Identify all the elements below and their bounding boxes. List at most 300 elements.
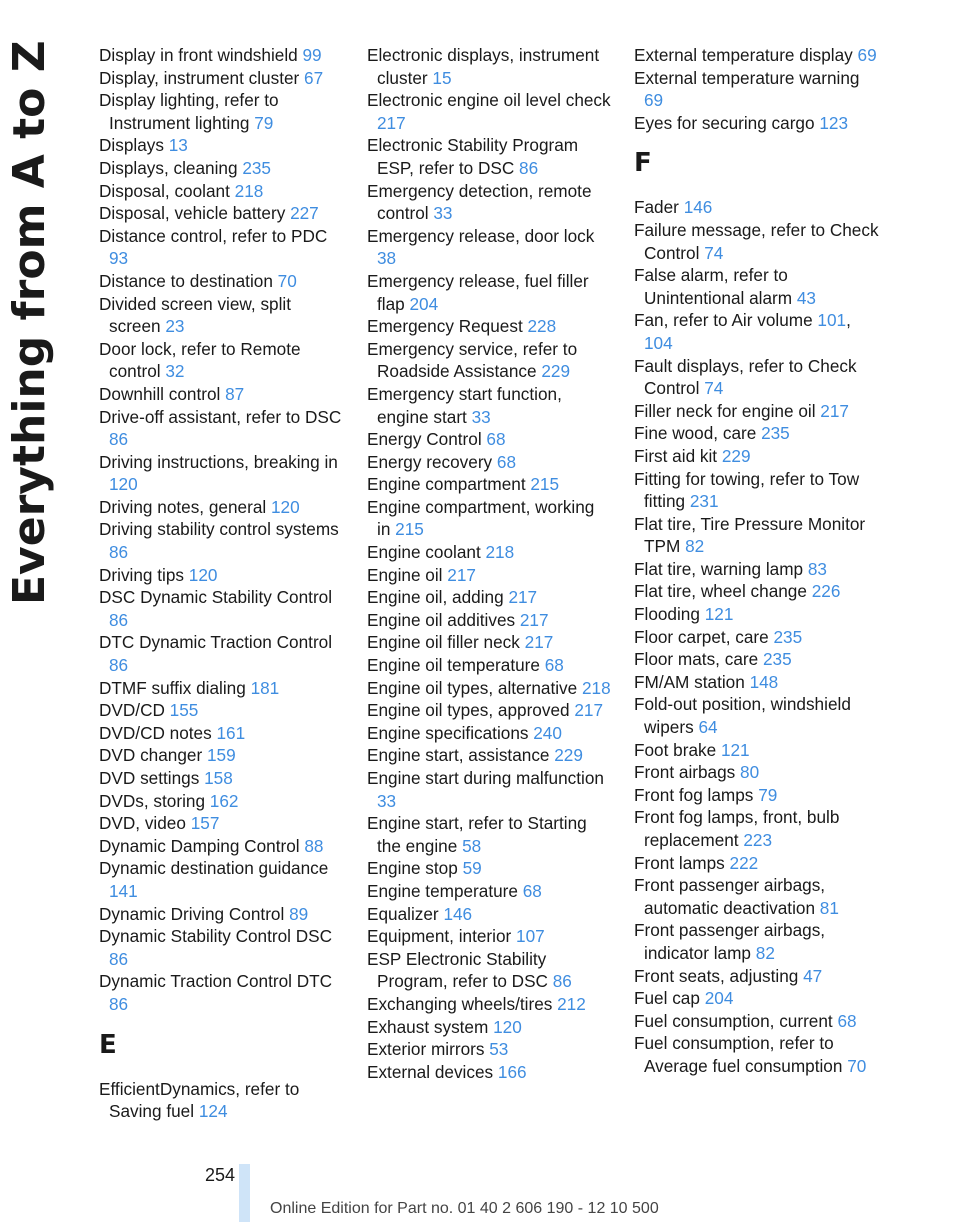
index-page-link[interactable]: 104 bbox=[644, 332, 673, 353]
index-entry-term: Engine oil temperature bbox=[367, 655, 545, 676]
index-entry bbox=[367, 338, 612, 383]
index-page-link[interactable]: 68 bbox=[486, 429, 506, 450]
footer-accent-bar bbox=[239, 1164, 250, 1222]
index-entry bbox=[634, 1010, 879, 1033]
index-entry bbox=[367, 383, 612, 428]
index-entry-term: DTMF suffix dialing bbox=[99, 677, 251, 698]
index-entry bbox=[634, 400, 879, 423]
index-entry bbox=[99, 722, 344, 745]
index-entry bbox=[367, 428, 612, 451]
index-entry bbox=[367, 1061, 612, 1084]
index-entry bbox=[634, 626, 879, 649]
index-page-link[interactable]: 68 bbox=[544, 655, 564, 676]
index-entry-term: Display in front windshield bbox=[99, 45, 303, 65]
index-entry-term: Engine oil types, alternative bbox=[367, 677, 582, 698]
index-entry-term: First aid kit bbox=[634, 445, 722, 466]
index-page-link[interactable]: 47 bbox=[803, 965, 823, 986]
index-page-link[interactable]: 231 bbox=[689, 491, 719, 512]
index-entry bbox=[99, 89, 344, 134]
index-entry bbox=[99, 157, 344, 180]
index-entry bbox=[367, 699, 612, 722]
index-entry bbox=[367, 677, 612, 700]
index-entry bbox=[99, 586, 344, 631]
index-page-link[interactable]: 222 bbox=[729, 852, 759, 873]
index-entry-term: Energy recovery bbox=[367, 451, 497, 472]
index-entry-term: Flat tire, Tire Pressure Monitor TPM bbox=[634, 513, 866, 557]
index-page-link[interactable]: 23 bbox=[165, 316, 185, 337]
index-page-link[interactable]: 81 bbox=[819, 897, 839, 918]
index-entry bbox=[99, 496, 344, 519]
index-entry-term: Fuel cap bbox=[634, 988, 705, 1009]
index-page-link[interactable]: 86 bbox=[519, 157, 539, 178]
index-page-link[interactable]: 89 bbox=[289, 903, 309, 924]
index-entry bbox=[634, 1032, 879, 1077]
index-page-link[interactable]: 67 bbox=[304, 67, 324, 88]
index-page-link[interactable]: 68 bbox=[837, 1010, 857, 1031]
index-entry-term: Electronic Stability Program ESP, refer to DSC bbox=[367, 135, 579, 178]
index-entry bbox=[634, 580, 879, 603]
index-page-link[interactable]: 218 bbox=[234, 180, 264, 201]
index-entry-term: Displays bbox=[99, 135, 169, 156]
index-entry bbox=[634, 806, 879, 851]
index-entry-term: Display lighting, refer to Instrument lighting bbox=[99, 90, 279, 133]
index-entry-term: Engine start, refer to Starting the engine bbox=[367, 813, 587, 856]
index-entry-term: Emergency service, refer to Roadside Assistance bbox=[367, 338, 578, 382]
index-entry bbox=[99, 180, 344, 203]
index-entry bbox=[367, 631, 612, 654]
index-entry bbox=[99, 451, 344, 496]
index-entry-term: Exhaust system bbox=[367, 1016, 494, 1037]
index-entry-term: Emergency detection, remote control bbox=[367, 180, 592, 224]
index-page-link[interactable]: 33 bbox=[433, 203, 453, 224]
index-entry bbox=[367, 225, 612, 270]
index-entry-term: Downhill control bbox=[99, 383, 226, 404]
index-page-link[interactable]: 155 bbox=[169, 700, 199, 721]
index-entry-term: DVD changer bbox=[99, 745, 207, 766]
index-page-link[interactable]: 13 bbox=[168, 135, 188, 156]
index-page-link[interactable]: 83 bbox=[807, 558, 827, 579]
index-entry bbox=[634, 355, 879, 400]
index-entry bbox=[99, 518, 344, 563]
index-entry bbox=[634, 196, 879, 219]
index-entry-term: Engine stop bbox=[367, 858, 463, 879]
index-page-link[interactable]: 87 bbox=[225, 383, 245, 404]
index-entry-term: Displays, cleaning bbox=[99, 157, 243, 178]
index-entry-term: Flooding bbox=[634, 604, 705, 625]
index-entry-term: Disposal, coolant bbox=[99, 180, 235, 201]
index-page-link[interactable]: 217 bbox=[519, 609, 549, 630]
index-entry-term: DVD/CD bbox=[99, 700, 170, 721]
index-page-link[interactable]: 68 bbox=[496, 451, 517, 472]
index-page-link[interactable]: 235 bbox=[762, 649, 792, 670]
index-page-link[interactable]: 82 bbox=[755, 942, 775, 963]
index-entry bbox=[99, 383, 344, 406]
index-entry bbox=[634, 558, 879, 581]
index-page-link[interactable]: 120 bbox=[188, 564, 218, 585]
index-page-link[interactable]: 120 bbox=[109, 474, 138, 495]
index-column-2 bbox=[367, 44, 612, 1083]
index-entry bbox=[99, 790, 344, 813]
index-entry bbox=[367, 586, 612, 609]
index-entry-term: Fault displays, refer to Check Control bbox=[634, 355, 857, 399]
index-page-link[interactable]: 107 bbox=[516, 926, 545, 947]
index-entry-term: Engine coolant bbox=[367, 542, 486, 563]
index-page-link[interactable]: 58 bbox=[462, 835, 482, 856]
index-page-link[interactable]: 217 bbox=[820, 400, 849, 421]
index-entry-term: Engine start during malfunction bbox=[367, 768, 604, 788]
index-entry bbox=[634, 422, 879, 445]
index-entry bbox=[634, 784, 879, 807]
index-entry-term: Driving tips bbox=[99, 564, 189, 585]
index-entry-term: Filler neck for engine oil bbox=[634, 400, 821, 421]
index-entry-term: ESP Electronic Stability Program, refer to DSC bbox=[367, 948, 553, 992]
index-page-link[interactable]: 59 bbox=[462, 858, 482, 879]
index-entry-term: Fitting for towing, refer to Tow fitting bbox=[634, 468, 860, 512]
index-entry-term: Engine oil filler neck bbox=[367, 632, 525, 653]
index-entry bbox=[634, 648, 879, 671]
index-entry-term: Exterior mirrors bbox=[367, 1039, 490, 1060]
index-entry-term: Electronic engine oil level check bbox=[367, 90, 611, 111]
index-entry bbox=[634, 874, 879, 919]
index-entry bbox=[367, 89, 612, 134]
index-entry bbox=[367, 1038, 612, 1061]
index-entry-term: Equalizer bbox=[367, 903, 444, 924]
index-entry-term: DVD settings bbox=[99, 768, 205, 788]
index-page-link[interactable]: 82 bbox=[685, 536, 705, 557]
index-entry bbox=[99, 338, 344, 383]
index-page-link[interactable]: 215 bbox=[530, 474, 560, 495]
index-entry-term: Dynamic Stability Control DSC bbox=[99, 926, 333, 947]
index-entry-term: Emergency start function, engine start bbox=[367, 383, 562, 427]
index-page-link[interactable]: 120 bbox=[493, 1016, 522, 1037]
index-page-link[interactable]: 235 bbox=[242, 157, 271, 178]
index-entry-term: DSC Dynamic Stability Control bbox=[99, 587, 333, 608]
index-page-link[interactable]: 70 bbox=[277, 270, 297, 291]
index-entry bbox=[634, 919, 879, 964]
index-entry bbox=[99, 699, 344, 722]
index-page-link[interactable]: 69 bbox=[644, 90, 664, 111]
index-entry-term: Emergency release, door lock bbox=[367, 225, 595, 246]
index-entry-term: DTC Dynamic Traction Control bbox=[99, 632, 333, 653]
index-entry-term: External devices bbox=[367, 1061, 498, 1082]
index-entry-term: Electronic displays, instrument cluster bbox=[367, 45, 600, 88]
index-entry-term: Front fog lamps, front, bulb replacement bbox=[634, 807, 840, 850]
index-entry-term: Flat tire, warning lamp bbox=[634, 558, 808, 579]
index-entry-term: Fader bbox=[634, 197, 684, 218]
index-page-link[interactable]: 217 bbox=[524, 632, 554, 653]
index-entry-term: Front airbags bbox=[634, 762, 741, 783]
index-entry bbox=[99, 293, 344, 338]
index-letter-heading: F bbox=[634, 148, 652, 179]
index-page-link[interactable]: 86 bbox=[109, 655, 129, 676]
index-page-link[interactable]: 79 bbox=[758, 784, 778, 805]
index-entry: Fan, refer to Air volume 101, 104 bbox=[634, 310, 851, 353]
index-entry-term: Engine oil, adding bbox=[367, 587, 509, 608]
index-page-link[interactable]: 228 bbox=[527, 316, 557, 337]
index-entry-term: Fold-out position, windshield wipers bbox=[634, 694, 851, 738]
index-entry-term: Disposal, vehicle battery bbox=[99, 203, 291, 224]
index-page-link[interactable]: 141 bbox=[109, 880, 138, 901]
index-page-link[interactable]: 218 bbox=[581, 677, 611, 698]
index-entry bbox=[367, 473, 612, 496]
index-entry bbox=[99, 767, 344, 790]
index-page-link[interactable]: 121 bbox=[704, 604, 734, 625]
index-entry bbox=[99, 744, 344, 767]
index-page-link[interactable]: 215 bbox=[395, 519, 424, 540]
index-entry bbox=[634, 965, 879, 988]
index-entry-term: Energy Control bbox=[367, 429, 487, 450]
index-page-link[interactable]: 86 bbox=[552, 971, 572, 992]
index-page-link[interactable]: 181 bbox=[250, 677, 280, 698]
index-page-link[interactable]: 204 bbox=[409, 293, 439, 314]
index-page-link[interactable]: 157 bbox=[190, 813, 220, 834]
index-entry bbox=[367, 44, 612, 89]
index-entry-term: EfficientDynamics, refer to Saving fuel bbox=[99, 1078, 300, 1122]
index-entry-term: Engine oil additives bbox=[367, 609, 520, 630]
index-page-link[interactable]: 148 bbox=[749, 671, 779, 692]
index-entry-term: False alarm, refer to Unintentional alarm bbox=[634, 265, 797, 308]
index-entry bbox=[367, 496, 612, 541]
index-entry bbox=[367, 880, 612, 903]
index-page-link[interactable]: 121 bbox=[720, 739, 750, 760]
index-page-link[interactable]: 124 bbox=[198, 1101, 228, 1122]
index-entry bbox=[367, 744, 612, 767]
index-page-link[interactable]: 53 bbox=[489, 1039, 509, 1060]
index-entry bbox=[634, 513, 879, 558]
index-entry-term: Floor mats, care bbox=[634, 649, 763, 670]
index-page-link[interactable]: 33 bbox=[471, 406, 491, 427]
index-page-link[interactable]: 240 bbox=[533, 722, 562, 743]
index-entry bbox=[367, 948, 612, 993]
index-page-link[interactable]: 217 bbox=[377, 112, 406, 133]
index-page-link[interactable]: 99 bbox=[302, 45, 322, 65]
index-entry bbox=[367, 541, 612, 564]
index-page-link[interactable]: 217 bbox=[508, 587, 538, 608]
index-entry bbox=[634, 44, 879, 67]
index-entry bbox=[99, 857, 344, 902]
index-page-link[interactable]: 64 bbox=[698, 717, 718, 738]
index-entry bbox=[367, 903, 612, 926]
index-entry bbox=[367, 925, 612, 948]
index-entry bbox=[634, 761, 879, 784]
index-entry bbox=[634, 739, 879, 762]
index-entry-term: Fuel consumption, refer to Average fuel consumption bbox=[634, 1033, 848, 1076]
index-page-link[interactable]: 33 bbox=[377, 790, 397, 811]
index-entry bbox=[634, 603, 879, 626]
index-page-link[interactable]: 120 bbox=[270, 496, 300, 517]
index-entry bbox=[634, 219, 879, 264]
index-entry bbox=[99, 406, 344, 451]
index-entry-term: Display, instrument cluster bbox=[99, 67, 305, 88]
index-page-link[interactable]: 204 bbox=[704, 988, 734, 1009]
index-page-link[interactable]: 43 bbox=[796, 287, 816, 308]
index-entry bbox=[634, 264, 879, 309]
index-entry bbox=[634, 445, 879, 468]
index-entry-term: Engine compartment bbox=[367, 474, 531, 495]
index-entry-term: Engine temperature bbox=[367, 880, 523, 901]
index-letter-heading: E bbox=[99, 1029, 117, 1060]
index-entry bbox=[99, 270, 344, 293]
index-page-link[interactable]: 88 bbox=[304, 835, 324, 856]
index-page-link[interactable]: 86 bbox=[109, 609, 129, 630]
index-entry-term: Dynamic Traction Control DTC bbox=[99, 971, 333, 992]
index-entry bbox=[367, 451, 612, 474]
index-entry-term: Emergency Request bbox=[367, 316, 528, 337]
index-page-link[interactable]: 162 bbox=[209, 790, 239, 811]
index-entry bbox=[367, 722, 612, 745]
index-entry bbox=[367, 812, 612, 857]
index-entry bbox=[634, 671, 879, 694]
index-page-link[interactable]: 74 bbox=[704, 378, 724, 399]
index-entry bbox=[99, 44, 344, 67]
index-entry bbox=[367, 270, 612, 315]
index-entry bbox=[99, 903, 344, 926]
index-entry-term: Fine wood, care bbox=[634, 423, 762, 444]
index-column-1 bbox=[99, 44, 344, 1123]
index-entry-term: Engine compartment, working in bbox=[367, 496, 595, 540]
index-page-link[interactable]: 212 bbox=[557, 993, 586, 1014]
index-entry-term: Front passenger airbags, indicator lamp bbox=[634, 920, 826, 963]
index-entry bbox=[99, 835, 344, 858]
side-section-title: Everything from A to Z bbox=[4, 40, 55, 605]
index-entry-term: Engine oil bbox=[367, 564, 448, 585]
index-entry-term: Driving stability control systems bbox=[99, 519, 339, 540]
index-entry bbox=[99, 134, 344, 157]
index-entry bbox=[99, 812, 344, 835]
index-page-link[interactable]: 218 bbox=[485, 542, 515, 563]
index-entry-term: Dynamic Damping Control bbox=[99, 835, 305, 856]
index-entry-term: Front passenger airbags, automatic deactivation bbox=[634, 875, 826, 918]
index-page-link[interactable]: 166 bbox=[497, 1061, 527, 1082]
index-entry bbox=[634, 468, 879, 513]
index-page-link[interactable]: 227 bbox=[290, 203, 319, 224]
index-entry bbox=[99, 631, 344, 676]
index-entry-term: Failure message, refer to Check Control bbox=[634, 219, 879, 263]
index-page-link[interactable]: 86 bbox=[109, 542, 129, 563]
index-entry-term: Driving instructions, breaking in bbox=[99, 451, 338, 472]
index-entry bbox=[634, 112, 879, 135]
index-entry-term: Dynamic Driving Control bbox=[99, 903, 290, 924]
index-page-link[interactable]: 146 bbox=[443, 903, 473, 924]
index-entry bbox=[99, 1078, 344, 1123]
index-entry bbox=[634, 852, 879, 875]
index-page-link[interactable]: 86 bbox=[109, 948, 129, 969]
index-page-link[interactable]: 101 bbox=[817, 310, 847, 331]
index-page-link[interactable]: 68 bbox=[522, 880, 542, 901]
index-entry bbox=[367, 1016, 612, 1039]
index-page-link[interactable]: 161 bbox=[216, 722, 246, 743]
index-entry bbox=[367, 654, 612, 677]
index-page-link[interactable]: 235 bbox=[761, 423, 790, 444]
index-entry bbox=[99, 202, 344, 225]
index-entry-term: Front lamps bbox=[634, 852, 730, 873]
index-entry-term: Foot brake bbox=[634, 739, 721, 760]
index-page-link[interactable]: 229 bbox=[554, 745, 583, 766]
index-entry bbox=[367, 767, 612, 812]
index-entry bbox=[99, 677, 344, 700]
index-entry bbox=[367, 857, 612, 880]
footer-edition-text: Online Edition for Part no. 01 40 2 606 190 - 12 10 500 bbox=[270, 1200, 659, 1217]
index-entry-term: DVD/CD notes bbox=[99, 722, 217, 743]
index-entry-term: Fuel consumption, current bbox=[634, 1010, 838, 1031]
index-entry-term: DVDs, storing bbox=[99, 790, 210, 811]
index-entry-term: Distance to destination bbox=[99, 270, 278, 291]
index-entry-term: Eyes for securing cargo bbox=[634, 112, 820, 133]
index-column-3 bbox=[634, 44, 879, 1078]
index-entry-term: Emergency release, fuel filler flap bbox=[367, 270, 589, 314]
index-entry-term: Engine start, assistance bbox=[367, 745, 555, 766]
index-entry-term: External temperature display bbox=[634, 45, 858, 65]
index-entry-term: Equipment, interior bbox=[367, 926, 517, 947]
index-entry-term: FM/AM station bbox=[634, 671, 750, 692]
index-page-link[interactable]: 15 bbox=[432, 67, 452, 88]
index-page-link[interactable]: 223 bbox=[743, 830, 773, 850]
index-entry bbox=[634, 693, 879, 738]
index-entry bbox=[634, 987, 879, 1010]
index-page-link[interactable]: 159 bbox=[206, 745, 236, 766]
index-entry-term: Floor carpet, care bbox=[634, 626, 774, 647]
index-entry-term: Engine oil types, approved bbox=[367, 700, 575, 721]
index-page-link[interactable]: 70 bbox=[847, 1055, 867, 1076]
index-page-link[interactable]: 93 bbox=[109, 248, 129, 269]
index-page-link[interactable]: 80 bbox=[740, 762, 760, 783]
index-entry-term: DVD, video bbox=[99, 813, 191, 834]
index-page-link[interactable]: 86 bbox=[109, 993, 129, 1014]
index-entry bbox=[367, 180, 612, 225]
index-entry-term: Front fog lamps bbox=[634, 784, 759, 805]
index-entry-term: Distance control, refer to PDC bbox=[99, 225, 328, 246]
index-entry bbox=[99, 970, 344, 1015]
index-entry-term: Drive-off assistant, refer to DSC bbox=[99, 406, 342, 427]
index-entry bbox=[367, 564, 612, 587]
index-entry-term: Front seats, adjusting bbox=[634, 965, 804, 986]
index-page-link[interactable]: 74 bbox=[704, 242, 724, 263]
index-entry bbox=[367, 609, 612, 632]
index-page-link[interactable]: 235 bbox=[773, 626, 803, 647]
index-entry-term: Exchanging wheels/tires bbox=[367, 993, 558, 1014]
index-page-link[interactable]: 146 bbox=[683, 197, 713, 218]
index-entry-term: Fan, refer to Air volume bbox=[634, 310, 818, 331]
index-page-link[interactable]: 38 bbox=[377, 248, 397, 269]
index-entry-term: Door lock, refer to Remote control bbox=[99, 338, 301, 382]
index-entry bbox=[367, 993, 612, 1016]
index-page-link[interactable]: 217 bbox=[574, 700, 604, 721]
index-entry-term: Dynamic destination guidance bbox=[99, 858, 329, 879]
index-entry-term: Flat tire, wheel change bbox=[634, 581, 812, 602]
index-page-link[interactable]: 123 bbox=[819, 112, 849, 133]
page-number: 254 bbox=[204, 1165, 235, 1185]
index-page-link[interactable]: 217 bbox=[447, 564, 476, 585]
index-entry bbox=[634, 67, 879, 112]
index-page-link[interactable]: 229 bbox=[541, 361, 571, 382]
index-entry-term: Engine specifications bbox=[367, 722, 534, 743]
index-entry-term: External temperature warning bbox=[634, 67, 860, 88]
index-entry bbox=[99, 925, 344, 970]
index-page-link[interactable]: 226 bbox=[811, 581, 841, 602]
index-entry bbox=[99, 564, 344, 587]
index-page-link[interactable]: 69 bbox=[857, 45, 877, 65]
index-page-link[interactable]: 79 bbox=[254, 112, 274, 133]
index-entry-term: Driving notes, general bbox=[99, 496, 271, 517]
index-page-link[interactable]: 32 bbox=[165, 361, 185, 382]
index-entry-term: Divided screen view, split screen bbox=[99, 293, 292, 337]
index-entry bbox=[99, 67, 344, 90]
index-entry bbox=[99, 225, 344, 270]
index-page-link[interactable]: 86 bbox=[109, 429, 129, 450]
index-page-link[interactable]: 158 bbox=[204, 768, 233, 788]
index-page-link[interactable]: 229 bbox=[721, 445, 751, 466]
index-entry bbox=[367, 315, 612, 338]
